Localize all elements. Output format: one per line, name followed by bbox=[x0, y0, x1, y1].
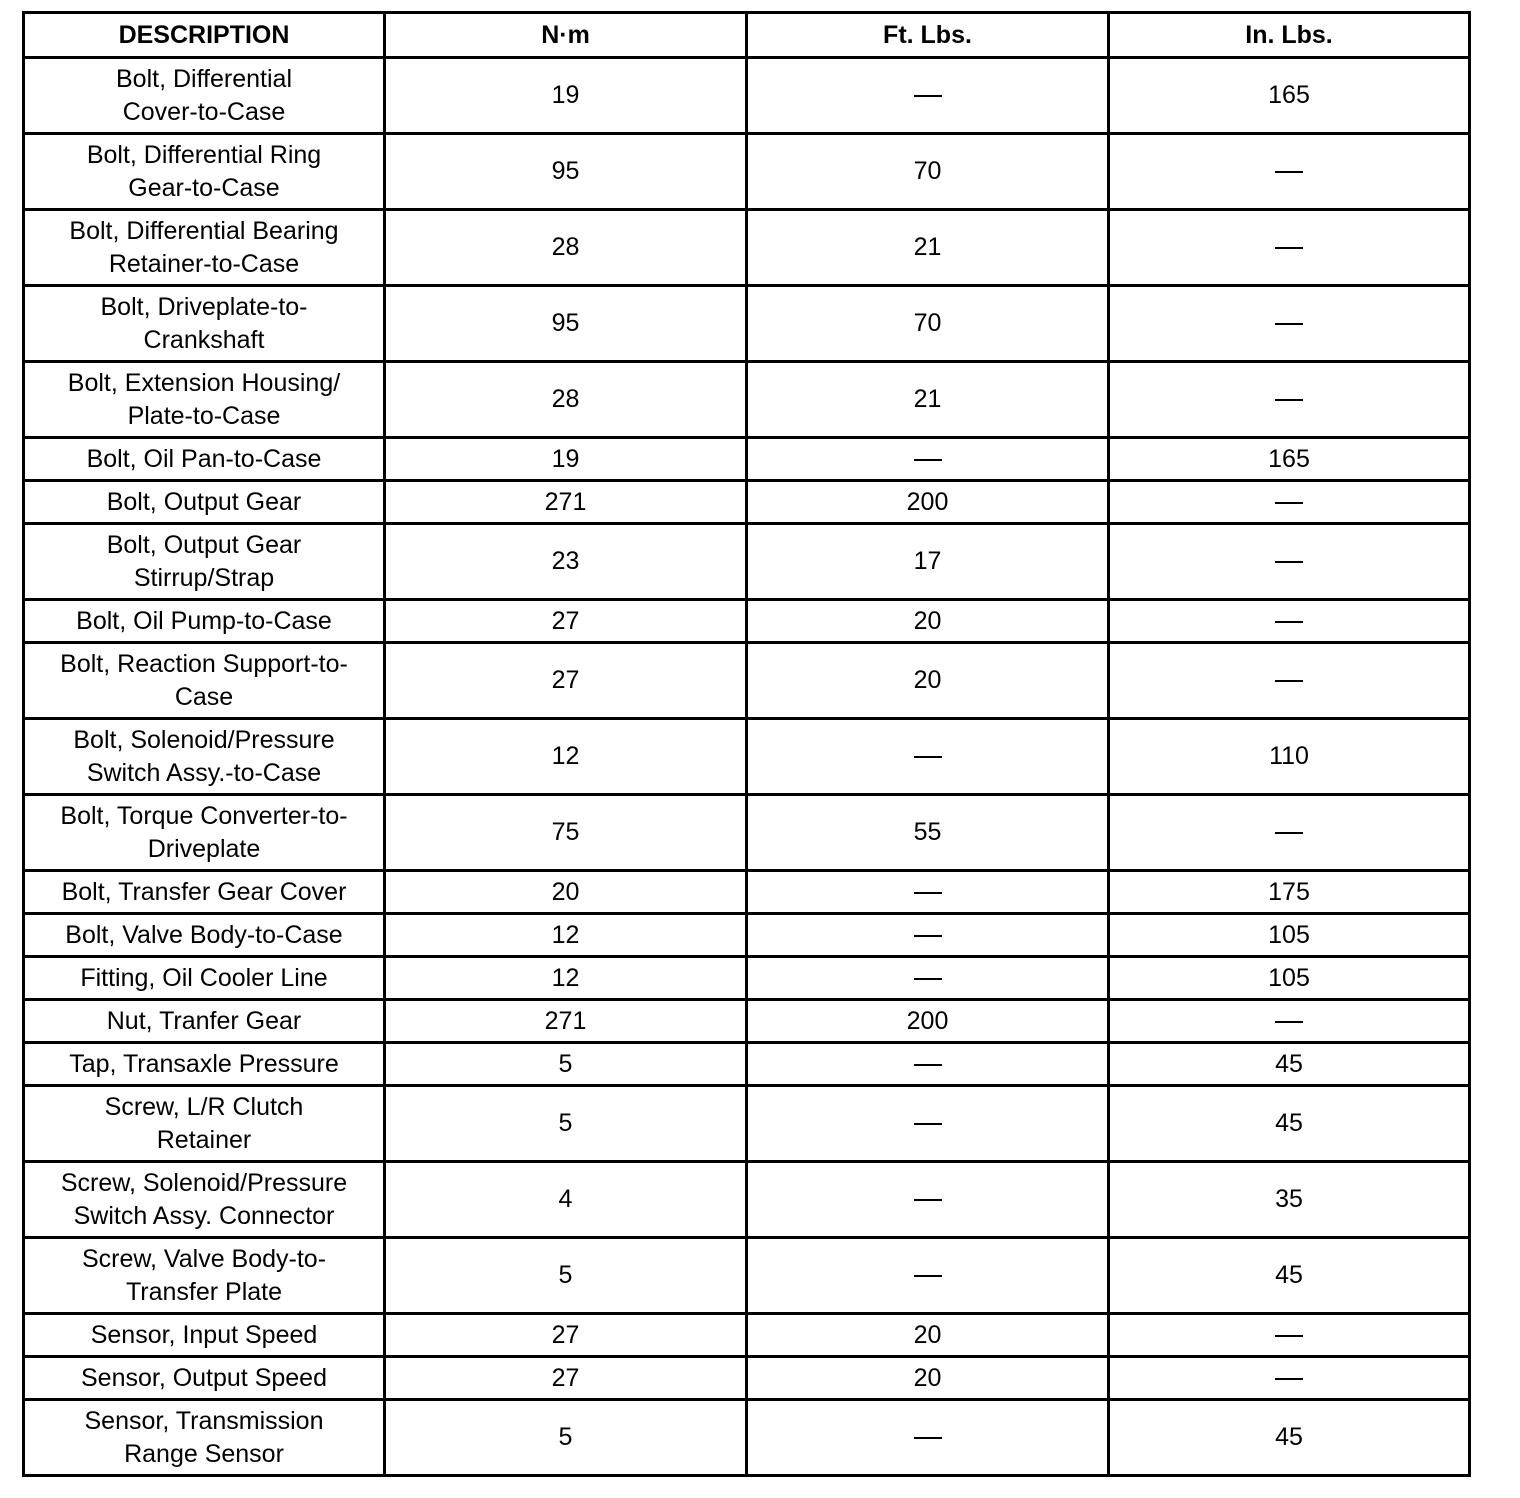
cell-ft-lbs bbox=[747, 438, 1109, 481]
cell-nm: 27 bbox=[385, 1314, 747, 1357]
table-row bbox=[24, 1086, 1470, 1162]
dash-mark bbox=[914, 95, 942, 97]
dash-mark bbox=[914, 1437, 942, 1439]
cell-nm: 12 bbox=[385, 914, 747, 957]
cell-in-lbs: 105 bbox=[1109, 914, 1470, 957]
dash-mark bbox=[914, 1064, 942, 1066]
cell-nm: 28 bbox=[385, 362, 747, 438]
dash-mark bbox=[914, 1275, 942, 1277]
cell-in-lbs bbox=[1109, 362, 1470, 438]
cell-description: Bolt, Output Gear Stirrup/Strap bbox=[24, 524, 385, 600]
table-row bbox=[24, 362, 1470, 438]
cell-description: Nut, Tranfer Gear bbox=[24, 1000, 385, 1043]
cell-in-lbs bbox=[1109, 524, 1470, 600]
cell-nm: 27 bbox=[385, 1357, 747, 1400]
cell-description: Screw, Valve Body-to- Transfer Plate bbox=[24, 1238, 385, 1314]
cell-ft-lbs bbox=[747, 1086, 1109, 1162]
cell-ft-lbs bbox=[747, 58, 1109, 134]
cell-ft-lbs: 20 bbox=[747, 1357, 1109, 1400]
dash-mark bbox=[914, 1123, 942, 1125]
cell-ft-lbs bbox=[747, 1238, 1109, 1314]
dash-mark bbox=[914, 1199, 942, 1201]
cell-nm: 27 bbox=[385, 600, 747, 643]
cell-nm: 12 bbox=[385, 957, 747, 1000]
cell-nm: 5 bbox=[385, 1086, 747, 1162]
table-row bbox=[24, 210, 1470, 286]
dash-mark bbox=[914, 978, 942, 980]
cell-in-lbs: 110 bbox=[1109, 719, 1470, 795]
cell-ft-lbs: 21 bbox=[747, 362, 1109, 438]
cell-ft-lbs bbox=[747, 1162, 1109, 1238]
cell-description: Bolt, Differential Ring Gear-to-Case bbox=[24, 134, 385, 210]
table-row bbox=[24, 871, 1470, 914]
cell-ft-lbs: 200 bbox=[747, 1000, 1109, 1043]
cell-nm: 95 bbox=[385, 134, 747, 210]
cell-nm: 5 bbox=[385, 1238, 747, 1314]
header-in-lbs: In. Lbs. bbox=[1109, 13, 1470, 58]
cell-description: Fitting, Oil Cooler Line bbox=[24, 957, 385, 1000]
dash-mark bbox=[1275, 502, 1303, 504]
cell-in-lbs: 35 bbox=[1109, 1162, 1470, 1238]
dash-mark bbox=[1275, 171, 1303, 173]
dash-mark bbox=[1275, 1378, 1303, 1380]
cell-in-lbs bbox=[1109, 134, 1470, 210]
cell-in-lbs bbox=[1109, 1000, 1470, 1043]
cell-ft-lbs: 200 bbox=[747, 481, 1109, 524]
cell-in-lbs bbox=[1109, 643, 1470, 719]
table-row bbox=[24, 643, 1470, 719]
cell-nm: 4 bbox=[385, 1162, 747, 1238]
cell-in-lbs: 45 bbox=[1109, 1043, 1470, 1086]
table-row bbox=[24, 524, 1470, 600]
cell-in-lbs bbox=[1109, 210, 1470, 286]
dash-mark bbox=[1275, 561, 1303, 563]
cell-in-lbs bbox=[1109, 1357, 1470, 1400]
table-row bbox=[24, 58, 1470, 134]
cell-ft-lbs: 21 bbox=[747, 210, 1109, 286]
table-row bbox=[24, 481, 1470, 524]
cell-in-lbs bbox=[1109, 1314, 1470, 1357]
cell-nm: 271 bbox=[385, 1000, 747, 1043]
table-row bbox=[24, 1357, 1470, 1400]
header-ft-lbs: Ft. Lbs. bbox=[747, 13, 1109, 58]
cell-description: Screw, Solenoid/Pressure Switch Assy. Connector bbox=[24, 1162, 385, 1238]
cell-ft-lbs bbox=[747, 914, 1109, 957]
cell-ft-lbs bbox=[747, 1043, 1109, 1086]
cell-nm: 20 bbox=[385, 871, 747, 914]
table-row bbox=[24, 795, 1470, 871]
header-description: DESCRIPTION bbox=[24, 13, 385, 58]
cell-description: Sensor, Output Speed bbox=[24, 1357, 385, 1400]
cell-in-lbs bbox=[1109, 481, 1470, 524]
cell-nm: 19 bbox=[385, 58, 747, 134]
cell-description: Bolt, Oil Pan-to-Case bbox=[24, 438, 385, 481]
cell-description: Sensor, Transmission Range Sensor bbox=[24, 1400, 385, 1476]
cell-nm: 5 bbox=[385, 1400, 747, 1476]
cell-in-lbs: 45 bbox=[1109, 1400, 1470, 1476]
cell-description: Bolt, Transfer Gear Cover bbox=[24, 871, 385, 914]
cell-in-lbs: 45 bbox=[1109, 1238, 1470, 1314]
cell-description: Bolt, Output Gear bbox=[24, 481, 385, 524]
cell-ft-lbs bbox=[747, 1400, 1109, 1476]
table-row bbox=[24, 957, 1470, 1000]
cell-description: Bolt, Driveplate-to- Crankshaft bbox=[24, 286, 385, 362]
cell-nm: 19 bbox=[385, 438, 747, 481]
cell-description: Bolt, Torque Converter-to- Driveplate bbox=[24, 795, 385, 871]
table-row bbox=[24, 1314, 1470, 1357]
cell-in-lbs bbox=[1109, 795, 1470, 871]
cell-ft-lbs: 55 bbox=[747, 795, 1109, 871]
dash-mark bbox=[1275, 621, 1303, 623]
table-row bbox=[24, 1000, 1470, 1043]
cell-ft-lbs: 17 bbox=[747, 524, 1109, 600]
cell-nm: 75 bbox=[385, 795, 747, 871]
table-row bbox=[24, 719, 1470, 795]
cell-description: Screw, L/R Clutch Retainer bbox=[24, 1086, 385, 1162]
dash-mark bbox=[1275, 1021, 1303, 1023]
dash-mark bbox=[914, 459, 942, 461]
dash-mark bbox=[1275, 399, 1303, 401]
cell-nm: 5 bbox=[385, 1043, 747, 1086]
cell-description: Bolt, Differential Cover-to-Case bbox=[24, 58, 385, 134]
cell-nm: 95 bbox=[385, 286, 747, 362]
cell-description: Sensor, Input Speed bbox=[24, 1314, 385, 1357]
table-row bbox=[24, 1400, 1470, 1476]
cell-in-lbs bbox=[1109, 286, 1470, 362]
dash-mark bbox=[1275, 323, 1303, 325]
cell-ft-lbs bbox=[747, 871, 1109, 914]
table-row bbox=[24, 134, 1470, 210]
cell-in-lbs: 45 bbox=[1109, 1086, 1470, 1162]
cell-nm: 12 bbox=[385, 719, 747, 795]
cell-description: Bolt, Extension Housing/ Plate-to-Case bbox=[24, 362, 385, 438]
table-row bbox=[24, 1043, 1470, 1086]
cell-nm: 27 bbox=[385, 643, 747, 719]
dash-mark bbox=[914, 756, 942, 758]
cell-ft-lbs: 70 bbox=[747, 134, 1109, 210]
cell-description: Bolt, Differential Bearing Retainer-to-Case bbox=[24, 210, 385, 286]
dash-mark bbox=[1275, 832, 1303, 834]
dash-mark bbox=[914, 892, 942, 894]
cell-description: Tap, Transaxle Pressure bbox=[24, 1043, 385, 1086]
cell-nm: 28 bbox=[385, 210, 747, 286]
table-row bbox=[24, 600, 1470, 643]
torque-spec-table bbox=[22, 11, 1471, 1477]
cell-description: Bolt, Oil Pump-to-Case bbox=[24, 600, 385, 643]
table-row bbox=[24, 1162, 1470, 1238]
cell-ft-lbs bbox=[747, 957, 1109, 1000]
cell-ft-lbs: 20 bbox=[747, 1314, 1109, 1357]
cell-description: Bolt, Valve Body-to-Case bbox=[24, 914, 385, 957]
table-header bbox=[24, 13, 1470, 58]
table-row bbox=[24, 914, 1470, 957]
dash-mark bbox=[914, 935, 942, 937]
cell-in-lbs: 165 bbox=[1109, 58, 1470, 134]
cell-ft-lbs: 20 bbox=[747, 600, 1109, 643]
table-row bbox=[24, 1238, 1470, 1314]
cell-nm: 23 bbox=[385, 524, 747, 600]
dash-mark bbox=[1275, 1335, 1303, 1337]
cell-ft-lbs: 20 bbox=[747, 643, 1109, 719]
cell-in-lbs: 105 bbox=[1109, 957, 1470, 1000]
cell-in-lbs: 165 bbox=[1109, 438, 1470, 481]
cell-in-lbs: 175 bbox=[1109, 871, 1470, 914]
cell-description: Bolt, Reaction Support-to- Case bbox=[24, 643, 385, 719]
table-body bbox=[24, 58, 1470, 1476]
cell-description: Bolt, Solenoid/Pressure Switch Assy.-to-Case bbox=[24, 719, 385, 795]
dash-mark bbox=[1275, 680, 1303, 682]
cell-in-lbs bbox=[1109, 600, 1470, 643]
dash-mark bbox=[1275, 247, 1303, 249]
table-row bbox=[24, 286, 1470, 362]
cell-nm: 271 bbox=[385, 481, 747, 524]
cell-ft-lbs: 70 bbox=[747, 286, 1109, 362]
header-nm: N·m bbox=[385, 13, 747, 58]
table-row bbox=[24, 438, 1470, 481]
cell-ft-lbs bbox=[747, 719, 1109, 795]
header-row bbox=[24, 13, 1470, 58]
